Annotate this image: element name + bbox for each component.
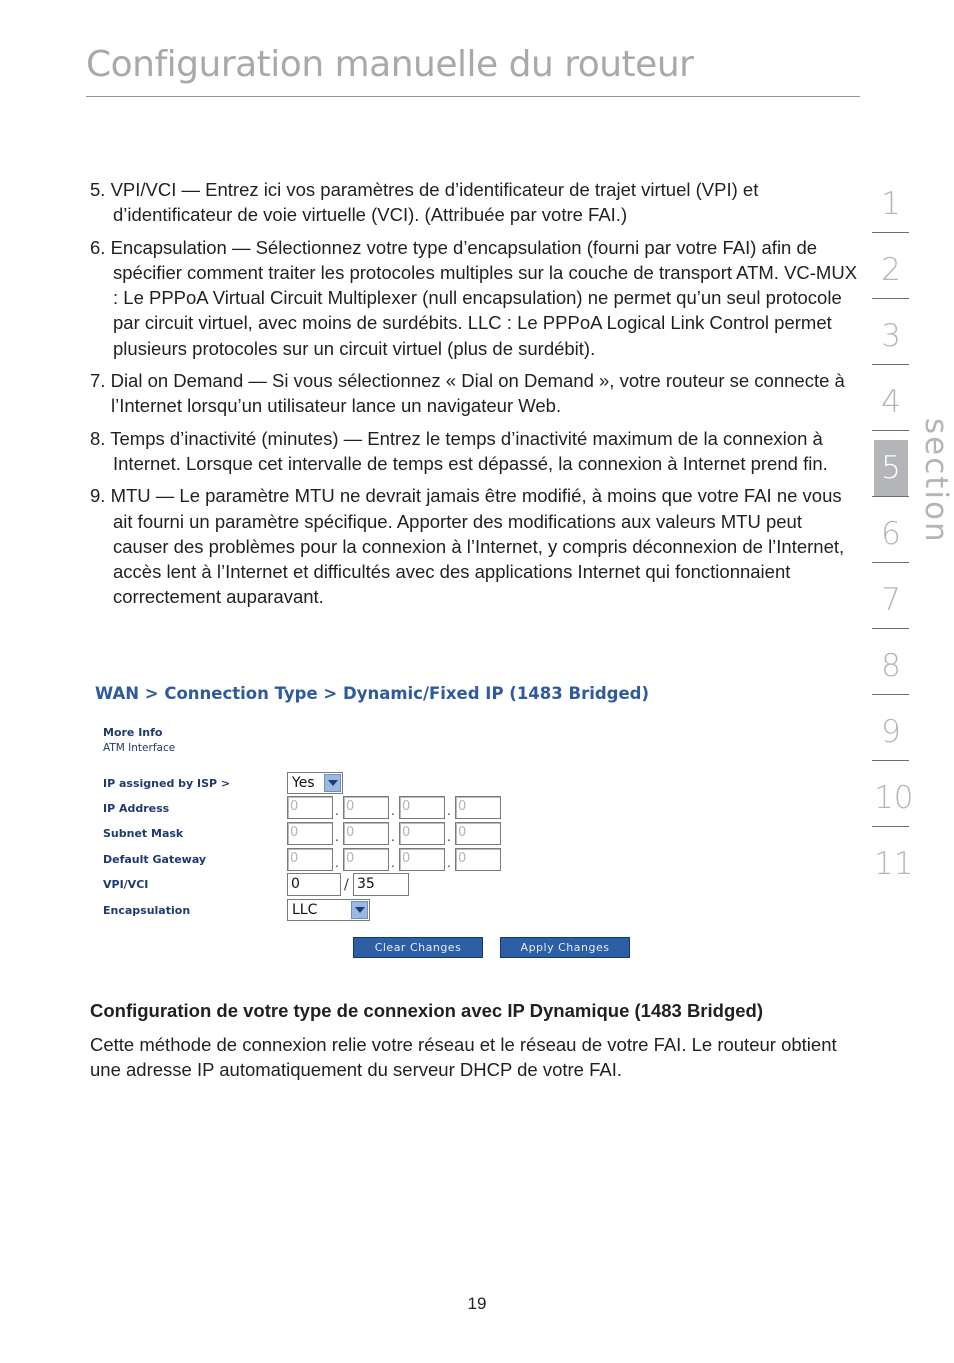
field-value: 0 bbox=[346, 799, 355, 814]
ip-dot: . bbox=[391, 804, 395, 818]
item-text: VPI/VCI — Entrez ici vos paramètres de d’identificateur de trajet virtuel (VPI) et d’identificateur de voie virtuelle (VCI). (Attribuée par votre FAI.) bbox=[110, 179, 759, 226]
vci-input[interactable] bbox=[353, 873, 409, 896]
page-title: Configuration manuelle du routeur bbox=[86, 44, 694, 85]
item-number: 5. bbox=[90, 179, 106, 200]
section-divider bbox=[872, 232, 909, 233]
section-tab-11[interactable]: 11 bbox=[874, 846, 914, 882]
list-item bbox=[90, 235, 858, 361]
section-tab-10[interactable]: 10 bbox=[874, 780, 914, 816]
list-item bbox=[90, 483, 858, 609]
item-text: Temps d’inactivité (minutes) — Entrez le temps d’inactivité maximum de la connexion à Internet. Lorsque cet intervalle de temps est dépassé, la connexion à Internet prend fin. bbox=[110, 427, 828, 474]
field-value: 0 bbox=[290, 825, 299, 840]
subnet-mask-field-4[interactable] bbox=[455, 822, 501, 845]
list-item bbox=[90, 177, 858, 228]
section-tab-9[interactable]: 9 bbox=[881, 714, 901, 750]
section-tab-3[interactable]: 3 bbox=[881, 318, 901, 354]
section-tab-5-active[interactable]: 5 bbox=[874, 440, 908, 496]
item-number: 9. bbox=[90, 485, 106, 507]
ip-dot: . bbox=[391, 830, 395, 844]
screenshot-heading: WAN > Connection Type > Dynamic/Fixed IP (1483 Bridged) bbox=[95, 684, 650, 703]
apply-changes-button[interactable]: Apply Changes bbox=[500, 937, 630, 958]
field-value: 0 bbox=[346, 825, 355, 840]
list-item bbox=[90, 368, 858, 419]
subnet-mask-field-1[interactable] bbox=[287, 822, 333, 845]
ip-dot: . bbox=[335, 830, 339, 844]
item-number: 6. bbox=[90, 236, 106, 258]
vpi-value: 0 bbox=[291, 876, 300, 892]
encapsulation-select[interactable] bbox=[287, 899, 370, 921]
section-divider bbox=[872, 760, 909, 761]
default-gateway-field-1[interactable] bbox=[287, 848, 333, 871]
field-value: 0 bbox=[402, 799, 411, 814]
page-number: 19 bbox=[467, 1294, 487, 1313]
subnet-mask-field-3[interactable] bbox=[399, 822, 445, 845]
section-divider bbox=[872, 430, 909, 431]
title-rule bbox=[86, 96, 860, 97]
section-divider bbox=[872, 298, 909, 299]
encapsulation-value: LLC bbox=[292, 902, 318, 918]
section-divider bbox=[872, 826, 909, 827]
field-value: 0 bbox=[290, 851, 299, 866]
ip-address-field-1[interactable] bbox=[287, 796, 333, 819]
section-heading: Configuration de votre type de connexion avec IP Dynamique (1483 Bridged) bbox=[90, 1000, 764, 1021]
vpi-input[interactable] bbox=[287, 873, 341, 896]
item-text: Dial on Demand — Si vous sélectionnez « Dial on Demand », votre routeur se connecte à l’Internet lorsqu’un utilisateur lance un navigateur Web. bbox=[110, 370, 845, 417]
default-gateway-field-4[interactable] bbox=[455, 848, 501, 871]
section-tab-4[interactable]: 4 bbox=[881, 384, 901, 420]
field-value: 0 bbox=[402, 825, 411, 840]
ip-address-field-4[interactable] bbox=[455, 796, 501, 819]
ip-assigned-select[interactable] bbox=[287, 772, 343, 794]
section-label: section bbox=[918, 418, 954, 544]
section-tab-2[interactable]: 2 bbox=[881, 252, 901, 288]
item-number: 7. bbox=[90, 370, 106, 392]
field-value: 0 bbox=[290, 799, 299, 814]
section-tab-7[interactable]: 7 bbox=[881, 582, 901, 618]
subnet-mask-field-2[interactable] bbox=[343, 822, 389, 845]
ip-assigned-value: Yes bbox=[292, 775, 315, 791]
list-item bbox=[90, 426, 858, 477]
ip-dot: . bbox=[447, 804, 451, 818]
section-divider bbox=[872, 628, 909, 629]
item-text: Encapsulation — Sélectionnez votre type d’encapsulation (fourni par votre FAI) afin de spécifier comment traiter les protocoles multiples sur la couche de transport ATM. VC-MUX : Le PPPoA Virtual Circuit Multiplexer (null encapsulation) ne permet qu’un seul protocole par circuit virtuel, avec moins de surdébits. LLC : Le PPPoA Logical Link Control permet plusieurs protocoles sur un circuit virtuel (plus de surdébit). bbox=[110, 236, 858, 359]
field-value: 0 bbox=[458, 799, 467, 814]
vpi-vci-separator: / bbox=[344, 877, 349, 893]
more-info-link[interactable]: More Info bbox=[103, 726, 163, 739]
section-divider bbox=[872, 694, 909, 695]
item-number: 8. bbox=[90, 427, 106, 449]
section-tab-6[interactable]: 6 bbox=[881, 516, 901, 552]
instruction-list bbox=[90, 177, 858, 617]
ip-address-label: IP Address bbox=[103, 802, 170, 815]
subnet-mask-label: Subnet Mask bbox=[103, 827, 184, 840]
chevron-down-icon bbox=[324, 774, 341, 792]
ip-dot: . bbox=[391, 856, 395, 870]
default-gateway-field-2[interactable] bbox=[343, 848, 389, 871]
router-screenshot bbox=[93, 680, 653, 970]
field-value: 0 bbox=[346, 851, 355, 866]
ip-address-field-2[interactable] bbox=[343, 796, 389, 819]
encapsulation-label: Encapsulation bbox=[103, 904, 191, 917]
field-value: 0 bbox=[402, 851, 411, 866]
ip-dot: . bbox=[447, 856, 451, 870]
section-tab-8[interactable]: 8 bbox=[881, 648, 901, 684]
vpi-vci-label: VPI/VCI bbox=[103, 878, 149, 891]
atm-interface-label: ATM Interface bbox=[103, 742, 176, 754]
field-value: 0 bbox=[458, 825, 467, 840]
ip-dot: . bbox=[447, 830, 451, 844]
ip-address-field-3[interactable] bbox=[399, 796, 445, 819]
ip-assigned-label: IP assigned by ISP > bbox=[103, 777, 231, 790]
section-divider bbox=[872, 562, 909, 563]
item-text: MTU — Le paramètre MTU ne devrait jamais être modifié, à moins que votre FAI ne vous ait fourni un paramètre spécifique. Apporter des modifications aux valeurs MTU peut causer des problèmes pour la connexion à l’Internet, y compris déconnexion de l’Internet, accès lent à l’Internet et difficultés avec des applications Internet qui fonctionnaient correctement auparavant. bbox=[110, 485, 845, 608]
section-tab-1[interactable]: 1 bbox=[881, 186, 901, 222]
chevron-down-icon bbox=[351, 901, 368, 919]
section-divider bbox=[872, 496, 909, 497]
default-gateway-field-3[interactable] bbox=[399, 848, 445, 871]
ip-dot: . bbox=[335, 804, 339, 818]
body-paragraph: Cette méthode de connexion relie votre réseau et le réseau de votre FAI. Le routeur obtient une adresse IP automatiquement du serveur DHCP de votre FAI. bbox=[90, 1034, 837, 1081]
ip-dot: . bbox=[335, 856, 339, 870]
vci-value: 35 bbox=[357, 876, 375, 892]
default-gateway-label: Default Gateway bbox=[103, 853, 207, 866]
clear-changes-button[interactable]: Clear Changes bbox=[353, 937, 483, 958]
section-divider bbox=[872, 364, 909, 365]
field-value: 0 bbox=[458, 851, 467, 866]
